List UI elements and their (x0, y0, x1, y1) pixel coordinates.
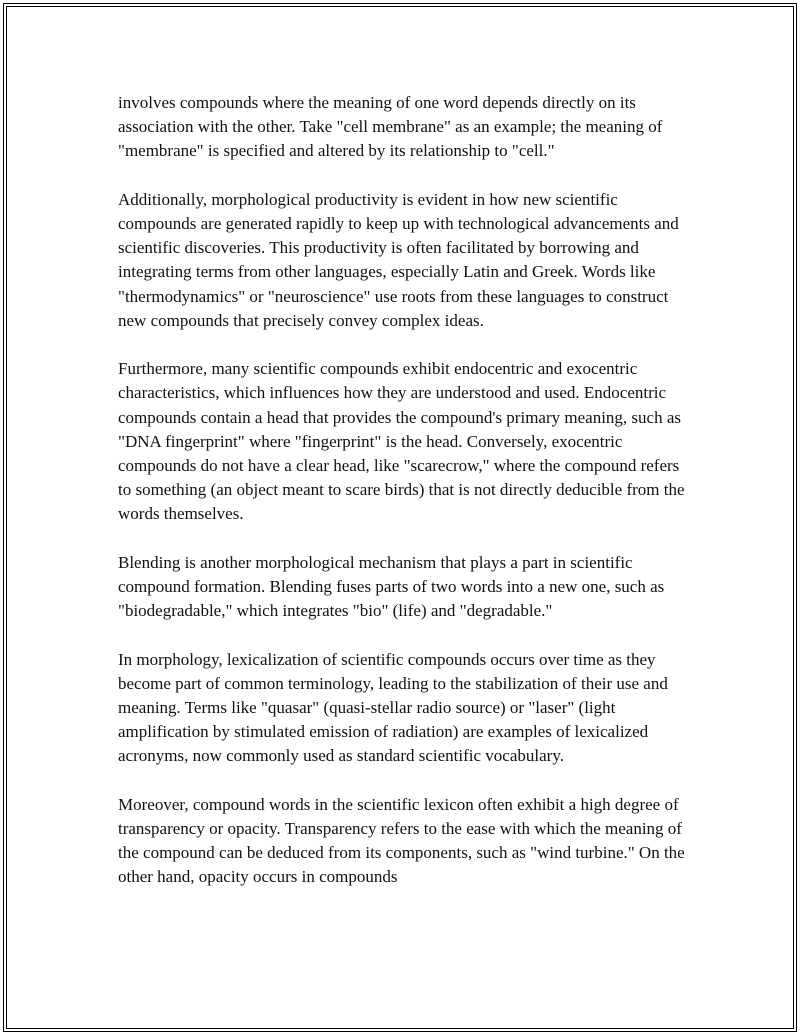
paragraph-4: Blending is another morphological mechanism that plays a part in scientific compound formation. Blending fuses parts of two words into a new one, such as "biodegradable," which integrates "bio" (life) and "degradable." (118, 552, 665, 621)
paragraph-2: Additionally, morphological productivity is evident in how new scientific compounds are generated rapidly to keep up with technological advancements and scientific discoveries. This productivity is often facilitated by borrowing and integrating terms from other languages, especially Latin and Greek. Words like "thermodynamics" or "neuroscience" use roots from these languages to construct new compounds that precisely convey complex ideas. (118, 189, 679, 330)
paragraph-6: Moreover, compound words in the scientific lexicon often exhibit a high degree of transparency or opacity. Transparency refers to the ease with which the meaning of the compound can be deduced from its components, such as "wind turbine." On the other hand, opacity occurs in compounds (118, 794, 685, 887)
document-body (118, 91, 688, 914)
paragraph-5: In morphology, lexicalization of scientific compounds occurs over time as they become part of common terminology, leading to the stabilization of their use and meaning. Terms like "quasar" (quasi-stellar radio source) or "laser" (light amplification by stimulated emission of radiation) are examples of lexicalized acronyms, now commonly used as standard scientific vocabulary. (118, 649, 668, 766)
paragraph-3: Furthermore, many scientific compounds exhibit endocentric and exocentric characteristics, which influences how they are understood and used. Endocentric compounds contain a head that provides the compound's primary meaning, such as "DNA fingerprint" where "fingerprint" is the head. Conversely, exocentric compounds do not have a clear head, like "scarecrow," where the compound refers to something (an object meant to scare birds) that is not directly deducible from the words themselves. (118, 359, 685, 524)
paragraph-1: involves compounds where the meaning of one word depends directly on its association with the other. Take "cell membrane" as an example; the meaning of "membrane" is specified and altered by its relationship to "cell." (118, 93, 663, 161)
